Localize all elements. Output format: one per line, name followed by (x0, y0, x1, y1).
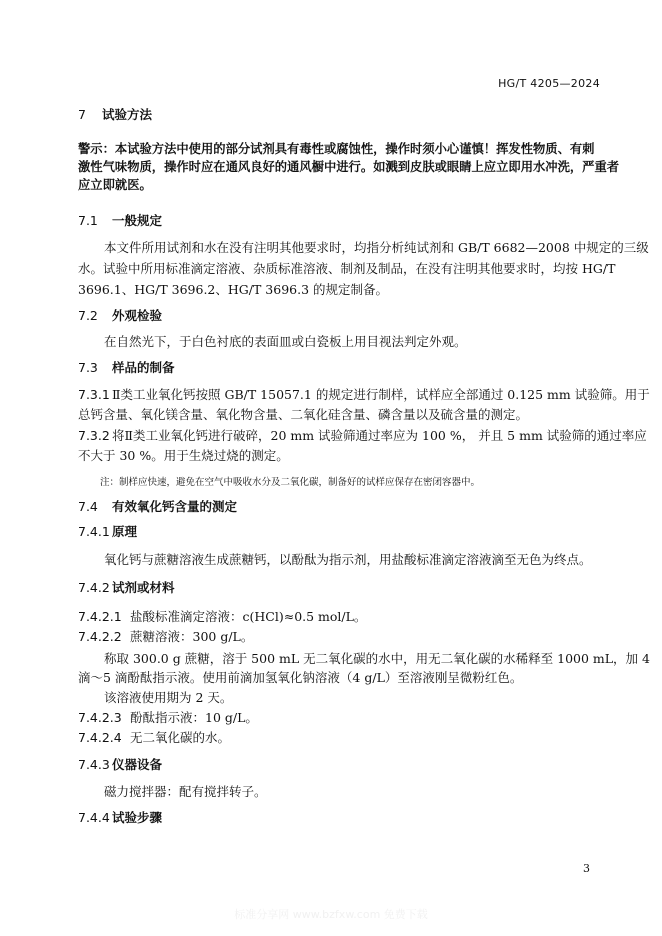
paragraph-line: 总钙含量、氧化镁含量、氧化物含量、二氧化硅含量、磷含量以及硫含量的测定。 (78, 407, 529, 422)
warning-line-1: 警示：本试验方法中使用的部分试剂具有毒性或腐蚀性，操作时须小心谨慎！挥发性物质、有刺 (78, 142, 595, 156)
paragraph-line: 3696.1、HG/T 3696.2、HG/T 3696.3 的规定制备。 (78, 282, 389, 297)
section-number: 7.3 (78, 360, 98, 375)
clause-7-4-2-1 (78, 608, 598, 626)
clause-text: 将Ⅱ类工业氧化钙进行破碎，20 mm 试验筛通过率应为 100 %， 并且 5 mm 试验筛的通过率应 (112, 428, 647, 443)
paragraph-line: 水。试验中所用标准滴定溶液、杂质标准溶液、制剂及制品，在没有注明其他要求时，均按 HG/T (78, 261, 616, 276)
clause-text: 盐酸标准滴定溶液：c(HCl)≈0.5 mol/L。 (130, 609, 367, 624)
section-7-2-heading (78, 307, 598, 325)
clause-number: 7.3.2 (78, 428, 110, 443)
section-number: 7 (78, 107, 86, 122)
note: 注：制样应快速，避免在空气中吸收水分及二氧化碳，制备好的试样应保存在密闭容器中。 (100, 477, 481, 488)
section-number: 7.4.3 (78, 757, 110, 772)
section-number: 7.4.4 (78, 810, 110, 825)
clause-7-4-2-4 (78, 729, 598, 747)
paragraph-line: 本文件所用试剂和水在没有注明其他要求时，均指分析纯试剂和 GB/T 6682—2008 中规定的三级 (104, 240, 649, 255)
paragraph-line: 称取 300.0 g 蔗糖，溶于 500 mL 无二氧化碳的水中，用无二氧化碳的水稀释至 1000 mL，加 4 (104, 651, 650, 666)
section-7-1-heading (78, 212, 598, 230)
section-number: 7.4 (78, 499, 98, 514)
paragraph-line: 不大于 30 %。用于生烧过烧的测定。 (78, 448, 289, 463)
section-title: 原理 (112, 524, 138, 539)
section-number: 7.2 (78, 308, 98, 323)
clause-text: Ⅱ类工业氧化钙按照 GB/T 15057.1 的规定进行制样，试样应全部通过 0.125 mm 试验筛。用于 (112, 387, 650, 402)
clause-7-4-2-2 (78, 628, 598, 646)
paragraph-line: 氧化钙与蔗糖溶液生成蔗糖钙，以酚酞为指示剂，用盐酸标准滴定溶液滴至无色为终点。 (104, 552, 592, 567)
clause-text: 酚酞指示液：10 g/L。 (130, 710, 258, 725)
section-7-3-heading (78, 359, 598, 377)
clause-number: 7.4.2.4 (78, 730, 122, 745)
section-7-4-2-heading (78, 579, 598, 597)
clause-7-3-1 (78, 386, 650, 404)
page-number: 3 (583, 862, 590, 875)
clause-text: 蔗糖溶液：300 g/L。 (130, 629, 254, 644)
paragraph-line: 在自然光下，于白色衬底的表面皿或白瓷板上用目视法判定外观。 (104, 334, 467, 349)
section-title: 外观检验 (112, 308, 163, 323)
paragraph-line: 磁力搅拌器：配有搅拌转子。 (104, 784, 267, 799)
watermark: 标准分享网 www.bzfxw.com 免费下载 (234, 908, 428, 921)
clause-7-4-2-3 (78, 709, 598, 727)
section-number: 7.4.2 (78, 580, 110, 595)
section-number: 7.4.1 (78, 524, 110, 539)
clause-number: 7.4.2.3 (78, 710, 122, 725)
standard-code-header: HG/T 4205—2024 (498, 77, 600, 90)
section-7-4-3-heading (78, 756, 598, 774)
clause-number: 7.3.1 (78, 387, 110, 402)
clause-7-3-2 (78, 427, 647, 445)
section-7-heading (78, 106, 598, 124)
section-7-4-1-heading (78, 523, 598, 541)
clause-number: 7.4.2.2 (78, 629, 122, 644)
section-7-4-4-heading (78, 809, 598, 827)
section-title: 有效氧化钙含量的测定 (112, 499, 238, 514)
section-title: 仪器设备 (112, 757, 163, 772)
section-title: 一般规定 (112, 213, 163, 228)
warning-line-3: 应立即就医。 (78, 178, 152, 192)
section-number: 7.1 (78, 213, 98, 228)
section-title: 样品的制备 (112, 360, 175, 375)
section-7-4-heading (78, 498, 598, 516)
section-title: 试验方法 (102, 107, 153, 122)
section-title: 试验步骤 (112, 810, 163, 825)
clause-number: 7.4.2.1 (78, 609, 122, 624)
paragraph-line: 该溶液使用期为 2 天。 (104, 690, 233, 705)
clause-text: 无二氧化碳的水。 (130, 730, 231, 745)
warning-line-2: 激性气味物质，操作时应在通风良好的通风橱中进行。如溅到皮肤或眼睛上应立即用水冲洗，严重者 (78, 160, 620, 174)
paragraph-line: 滴～5 滴酚酞指示液。使用前滴加氢氧化钠溶液（4 g/L）至溶液刚呈微粉红色。 (78, 670, 523, 685)
section-title: 试剂或材料 (112, 580, 175, 595)
